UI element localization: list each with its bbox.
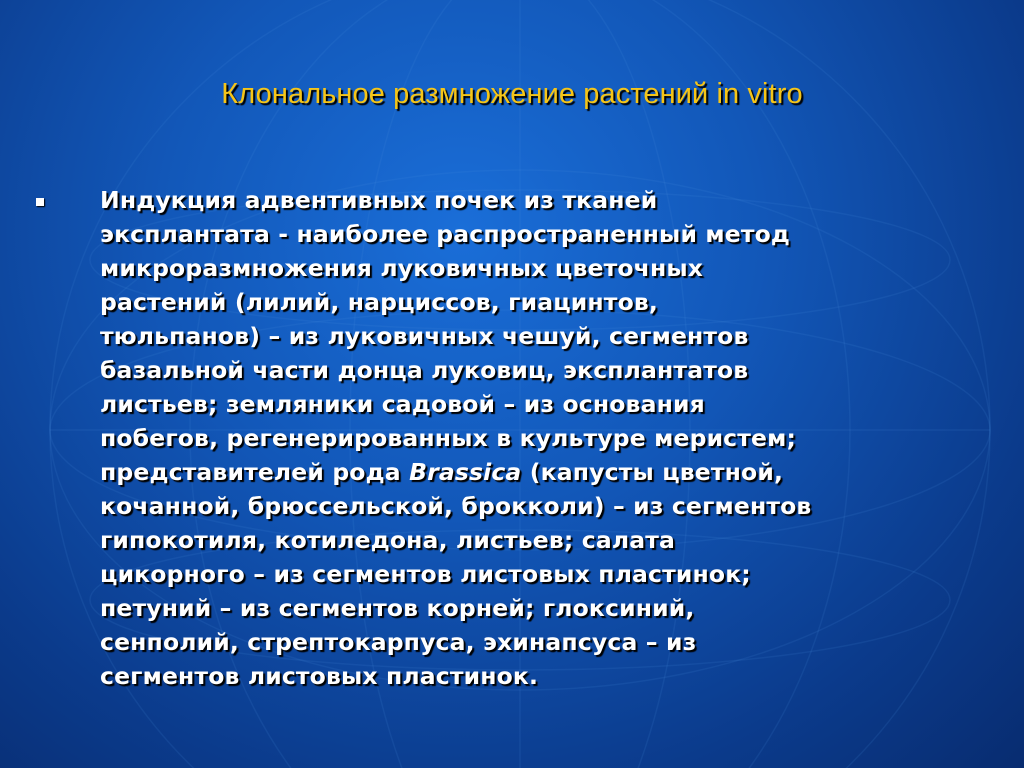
text-line: базальной части донца луковиц, эксплантатов <box>100 356 749 384</box>
text-line: петуний – из сегментов корней; глоксиний, <box>100 594 695 622</box>
text-line: микроразмножения луковичных цветочных <box>100 254 704 282</box>
text-line: тюльпанов) – из луковичных чешуй, сегментов <box>100 322 749 350</box>
text-line: кочанной, брюссельской, брокколи) – из сегментов <box>100 492 812 520</box>
text-line: листьев; земляники садовой – из основания <box>100 390 705 418</box>
text-segment: (капусты цветной, <box>521 458 784 486</box>
text-line: Индукция адвентивных почек из тканей <box>100 186 658 214</box>
text-line: цикорного – из сегментов листовых пластинок; <box>100 560 751 588</box>
text-line-brassica <box>100 455 980 489</box>
text-line: эксплантата - наиболее распространенный метод <box>100 220 791 248</box>
text-line: сенполий, стрептокарпуса, эхинапсуса – из <box>100 628 697 656</box>
bullet-square-icon <box>36 198 44 206</box>
slide-title: Клональное размножение растений in vitro <box>221 78 803 110</box>
text-segment: представителей рода <box>100 458 410 486</box>
bullet-text <box>100 183 980 693</box>
text-line: гипокотиля, котиледона, листьев; салата <box>100 526 676 554</box>
genus-name-italic: Brassica <box>409 458 522 486</box>
text-line: растений (лилий, нарциссов, гиацинтов, <box>100 288 658 316</box>
text-line: побегов, регенерированных в культуре меристем; <box>100 424 797 452</box>
text-line: сегментов листовых пластинок. <box>100 662 539 690</box>
